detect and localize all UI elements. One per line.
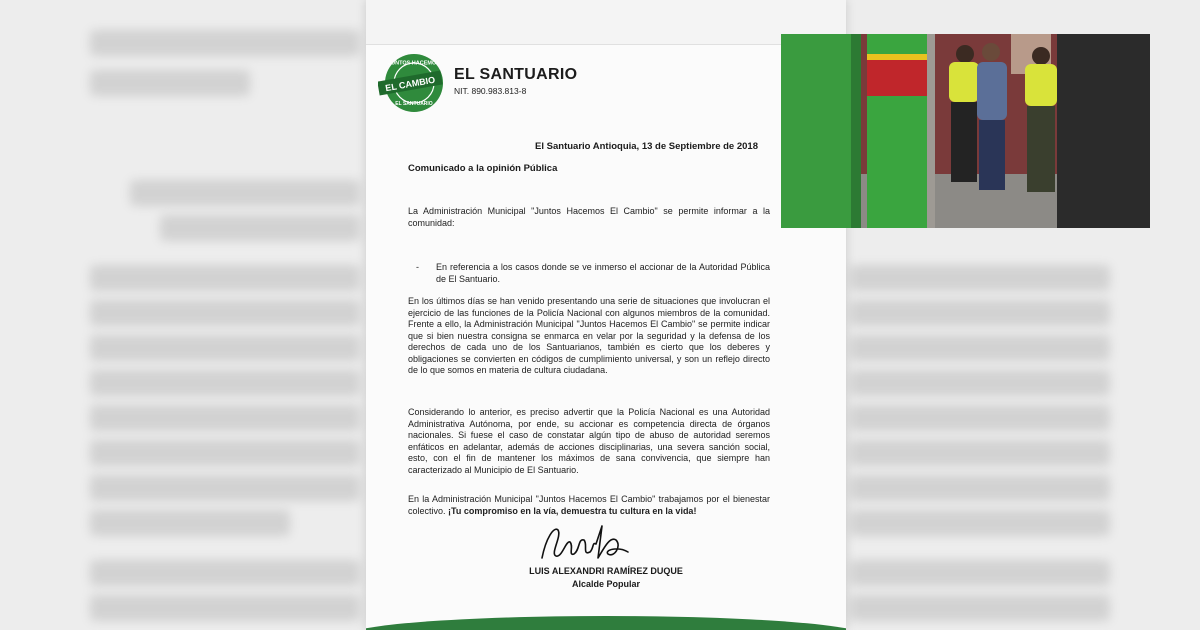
letter-subject: Comunicado a la opinión Pública xyxy=(408,163,558,174)
photo-police-scene xyxy=(781,34,1150,228)
footer-green-band xyxy=(366,616,846,630)
bullet-dash: - xyxy=(416,262,419,272)
paragraph-police-authority: Considerando lo anterior, es preciso advertir que la Policía Nacional es una Autoridad Administrativa Autónoma, por ende, su accionar es competencia directa de órganos nacionales. Si fuese el caso de constatar algún tipo de abuso de autoridad seremos enfáticos en adelantar, además de acciones disciplinarias, una severa sanción social, esto, con el fin de mantener los máximos de sana convivencia, que siempre han caracterizado al Municipio de El Santuario. xyxy=(408,407,770,475)
closing-text: En la Administración Municipal "Juntos Hacemos El Cambio" trabajamos por el bienestar colectivo. xyxy=(408,494,770,516)
letter-date: El Santuario Antioquia, 13 de Septiembre de 2018 xyxy=(535,141,758,152)
org-name: EL SANTUARIO xyxy=(454,66,578,83)
municipal-logo xyxy=(378,52,448,114)
background-fade-left xyxy=(0,0,366,630)
paragraph-closing xyxy=(408,494,770,517)
paragraph-intro: La Administración Municipal "Juntos Hacemos El Cambio" se permite informar a la comunidad: xyxy=(408,206,770,228)
paragraph-situations: En los últimos días se han venido presentando una serie de situaciones que involucran el ejercicio de las funciones de la Policía Nacional con algunos miembros de la comunidad. Frente a ello, la Administración Municipal "Juntos Hacemos El Cambio" se permite indicar que si bien nuestra consigna se enmarca en velar por la seguridad y la defensa de los derechos de cada uno de los Santuarianos, también es cierto que los deberes y obligaciones se convierten en códigos de cumplimiento universal, y son un reflejo directo de lo que somos en materia de cultura ciudadana. xyxy=(408,296,770,375)
slogan: ¡Tu compromiso en la vía, demuestra tu cultura en la vida! xyxy=(448,505,697,516)
handwritten-signature xyxy=(536,518,636,568)
logo-band-text: EL CAMBIO xyxy=(384,74,436,94)
signer-title: Alcalde Popular xyxy=(571,579,641,589)
signer-name: LUIS ALEXANDRI RAMÍREZ DUQUE xyxy=(529,566,683,576)
org-nit: NIT. 890.983.813-8 xyxy=(454,86,527,96)
logo-bottom-text: EL SANTUARIO xyxy=(395,101,433,107)
photo-inset xyxy=(781,34,1150,228)
letter-page xyxy=(366,0,846,630)
bullet-text: En referencia a los casos donde se ve inmerso el accionar de la Autoridad Pública de El Santuario. xyxy=(436,262,770,284)
logo-arc-text: JUNTOS HACEMOS xyxy=(388,60,440,67)
letter-top-strip xyxy=(366,0,846,45)
